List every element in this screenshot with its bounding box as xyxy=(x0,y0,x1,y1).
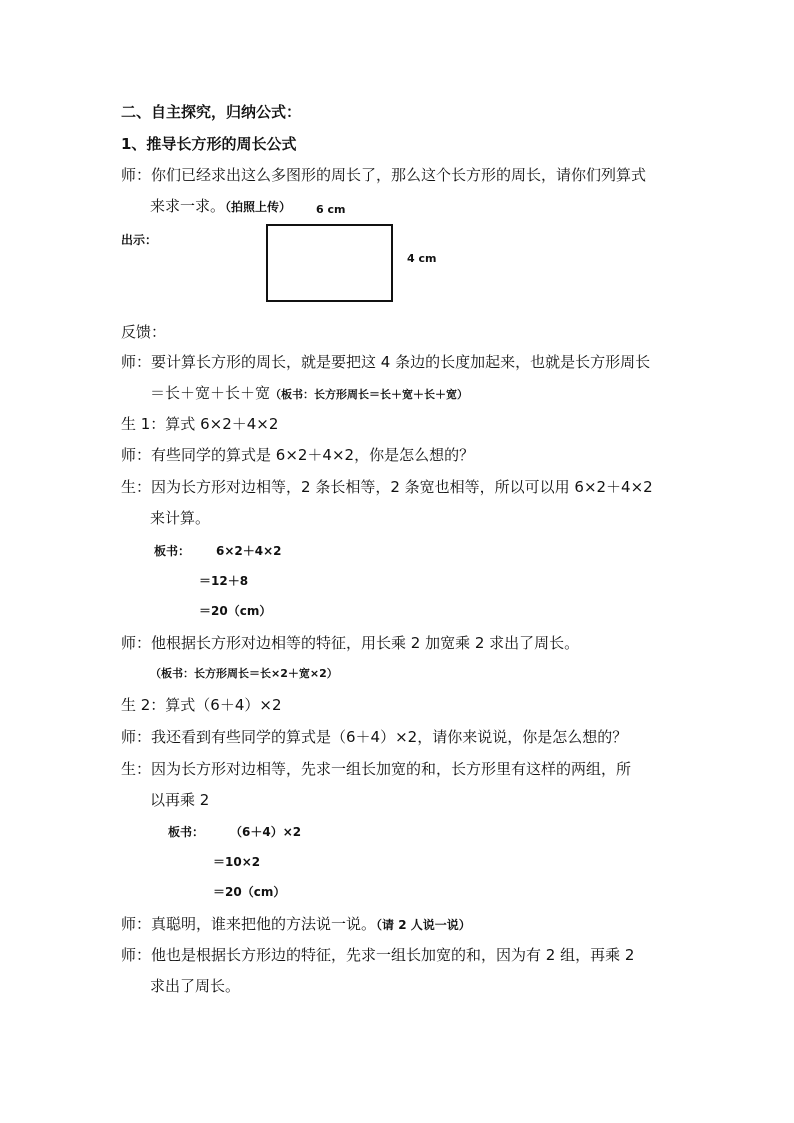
show-label: 出示： xyxy=(121,233,158,247)
rect-height-label: 4 cm xyxy=(407,252,437,265)
board-label: 板书： xyxy=(154,544,191,558)
board-step: 6×2＋4×2 xyxy=(216,544,282,558)
note: （请 2 人说一说） xyxy=(376,918,471,932)
teacher-line-cont: 来求一求。（拍照上传） xyxy=(150,197,292,215)
teacher-line: 师：真聪明，谁来把他的方法说一说。（请 2 人说一说） xyxy=(121,915,471,933)
note: （拍照上传） xyxy=(225,200,292,214)
rectangle-figure xyxy=(266,224,393,302)
teacher-line-cont: 求出了周长。 xyxy=(150,977,241,995)
section-heading: 二、自主探究，归纳公式： xyxy=(121,103,302,121)
teacher-line: 师：他也是根据长方形边的特征，先求一组长加宽的和，因为有 2 组，再乘 2 xyxy=(121,946,635,964)
student-line: 生：因为长方形对边相等，先求一组长加宽的和，长方形里有这样的两组，所 xyxy=(121,760,632,778)
board-formula: （板书：长方形周长＝长×2＋宽×2） xyxy=(150,667,338,680)
student-line: 生：因为长方形对边相等，2 条长相等，2 条宽也相等，所以可以用 6×2＋4×2 xyxy=(121,478,653,496)
board-label: 板书： xyxy=(168,825,205,839)
board-step: （6＋4）×2 xyxy=(230,825,302,839)
board-step: ＝12＋8 xyxy=(199,574,249,588)
feedback-label: 反馈： xyxy=(121,323,167,341)
student-line: 生 1：算式 6×2＋4×2 xyxy=(121,415,279,433)
student-line-cont: 以再乘 2 xyxy=(150,791,210,809)
teacher-line: 师：你们已经求出这么多图形的周长了，那么这个长方形的周长，请你们列算式 xyxy=(121,166,647,184)
section-subheading: 1、推导长方形的周长公式 xyxy=(121,135,297,153)
teacher-line: 师：我还看到有些同学的算式是（6＋4）×2，请你来说说，你是怎么想的？ xyxy=(121,728,628,746)
teacher-line: 师：他根据长方形对边相等的特征，用长乘 2 加宽乘 2 求出了周长。 xyxy=(121,634,580,652)
student-line: 生 2：算式（6＋4）×2 xyxy=(121,696,282,714)
board-step: ＝20（cm） xyxy=(199,604,272,618)
teacher-line: 师：有些同学的算式是 6×2＋4×2，你是怎么想的？ xyxy=(121,446,475,464)
student-line-cont: 来计算。 xyxy=(150,509,211,527)
board-note: （板书：长方形周长＝长＋宽＋长＋宽） xyxy=(270,388,469,401)
rect-width-label: 6 cm xyxy=(316,203,346,216)
board-step: ＝20（cm） xyxy=(213,885,286,899)
teacher-line-cont: ＝长＋宽＋长＋宽（板书：长方形周长＝长＋宽＋长＋宽） xyxy=(150,384,469,402)
teacher-line: 师：要计算长方形的周长，就是要把这 4 条边的长度加起来，也就是长方形周长 xyxy=(121,353,651,371)
board-step: ＝10×2 xyxy=(213,855,261,869)
